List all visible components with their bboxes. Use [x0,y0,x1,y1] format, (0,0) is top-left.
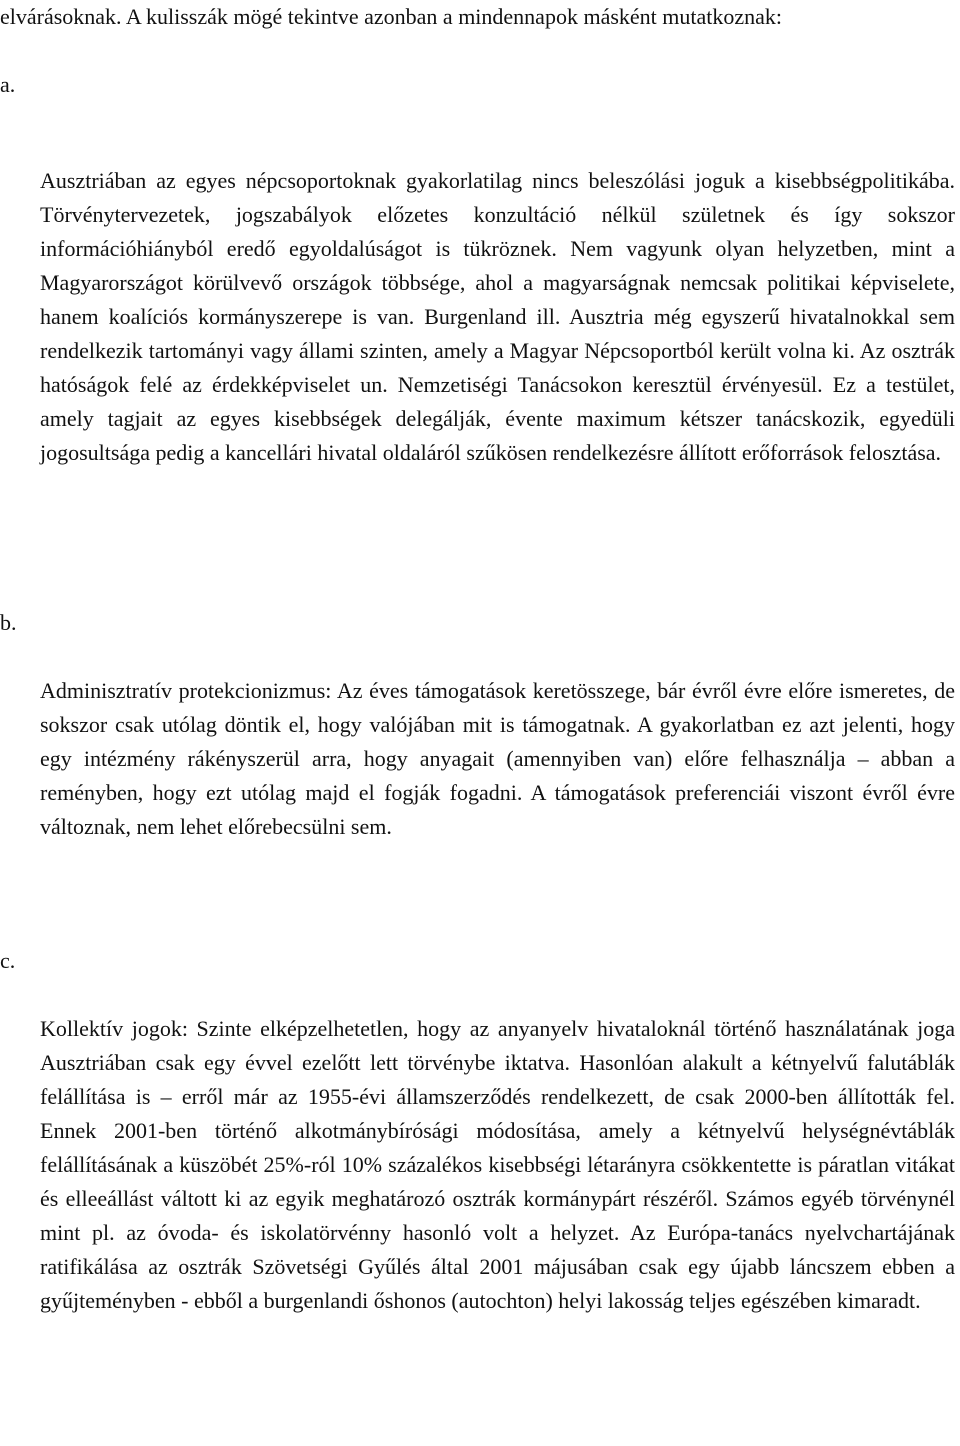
item-paragraph-b: Adminisztratív protekcionizmus: Az éves támogatások keretösszege, bár évről évre előre ismeretes, de sokszor csak utólag döntik el, hogy valójában mit is támogatnak. A gyakorlatban ez azt jelenti, hogy egy intézmény rákényszerül arra, hogy anyagait (amennyiben van) előre felhasználja – abban a reményben, hogy ezt utólag majd el fogják fogadni. A támogatások preferenciái viszont évről évre változnak, nem lehet előrebecsülni sem. [40,678,955,839]
item-paragraph-a: Ausztriában az egyes népcsoportoknak gyakorlatilag nincs beleszólási joguk a kisebbségpolitikába. Törvénytervezetek, jogszabályok előzetes konzultáció nélkül születnek és így sokszor információhiányból eredő egyoldalúságot is tükröznek. Nem vagyunk olyan helyzetben, mint a Magyarországot körülvevő országok többsége, ahol a magyarságnak nemcsak politikai képviselete, hanem koalíciós kormányszerepe is van. Burgenland ill. Ausztria még egyszerű hivatalnokkal sem rendelkezik tartományi vagy állami szinten, amely a Magyar Népcsoportból került volna ki. Az osztrák hatóságok felé az érdekképviselet un. Nemzetiségi Tanácsokon keresztül érvényesül. Ez a testület, amely tagjait az egyes kisebbségek delegálják, évente maximum kétszer tanácskozik, egyedüli jogosultsága pedig a kancellári hivatal oldaláról szűkösen rendelkezésre állított erőforrások felosztása. [40,168,955,465]
item-paragraph-c: Kollektív jogok: Szinte elképzelhetetlen, hogy az anyanyelv hivataloknál történő használatának joga Ausztriában csak egy évvel ezelőtt lett törvénybe iktatva. Hasonlóan alakult a kétnyelvű falutáblák felállítása is – erről már az 1955-évi államszerződés rendelkezett, de csak 2000-ben állították fel. Ennek 2001-ben történő alkotmánybírósági módosítása, amely a kétnyelvű helységnévtáblák felállításának a küszöbét 25%-ról 10% százalékos kisebbségi létarányra csökkentette is páratlan vitákat és elleeállást váltott ki az egyik meghatározó osztrák kormánypárt részéről. Számos egyéb törvénynél mint pl. az óvoda- és iskolatörvénny hasonló volt a helyzet. Az Európa-tanács nyelvchartájának ratifikálása az osztrák Szövetségi Gyűlés által 2001 májusában csak egy újabb láncszem ebben a gyűjteményben - ebből a burgenlandi őshonos (autochton) helyi lakosság teljes egészében kimaradt. [40,1016,955,1313]
item-label-b: b. [0,610,17,635]
item-label-c: c. [0,948,16,973]
item-label-a: a. [0,72,16,97]
intro-paragraph: elvárásoknak. A kulisszák mögé tekintve azonban a mindennapok másként mutatkoznak: [0,4,783,29]
